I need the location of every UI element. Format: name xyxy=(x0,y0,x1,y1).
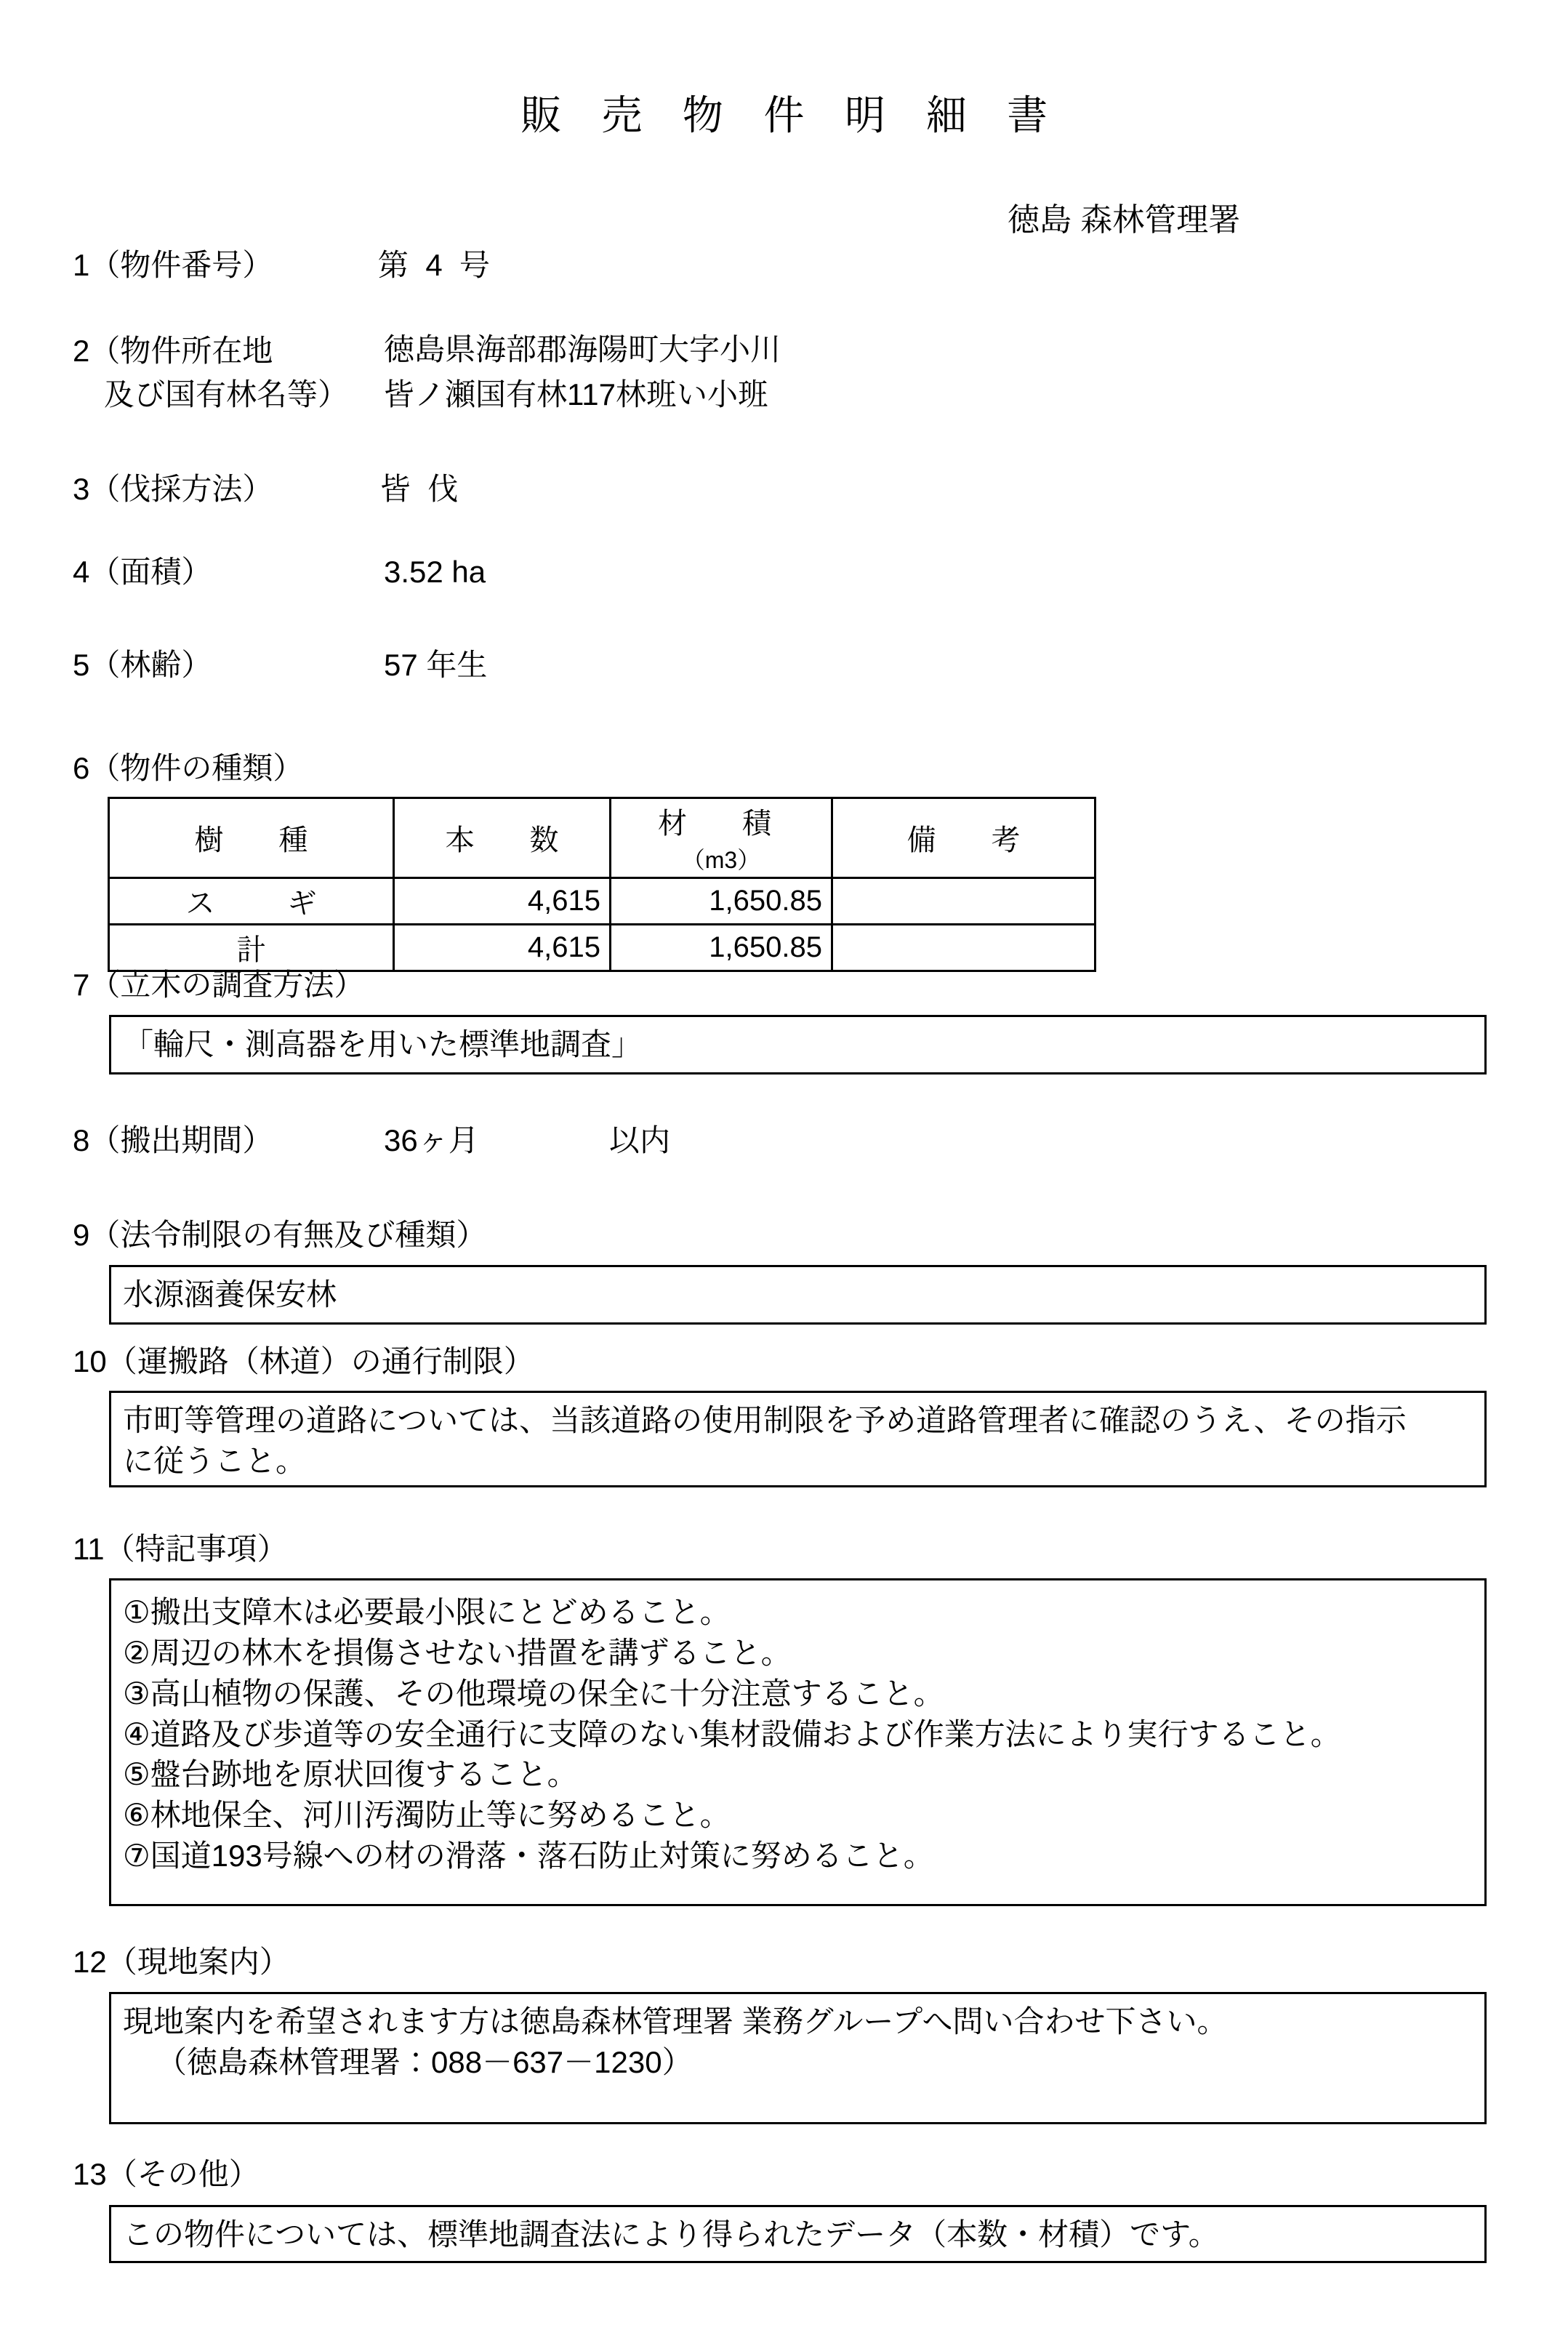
item-11-box xyxy=(109,1578,1487,1906)
species-table xyxy=(108,797,1096,972)
item-13-label: 13（その他） xyxy=(73,2157,260,2191)
item-1-value: 第 4 号 xyxy=(378,248,491,282)
note-item: ④道路及び歩道等の安全通行に支障のない集材設備および作業方法により実行すること。 xyxy=(123,1716,1341,1751)
item-13-value: この物件については、標準地調査法により得られたデータ（本数・材積）です。 xyxy=(123,2217,1219,2251)
column-header-kind: 樹 種 xyxy=(109,798,394,878)
item-6-label: 6（物件の種類） xyxy=(73,751,304,785)
issuing-office: 徳島 森林管理署 xyxy=(1008,202,1241,238)
item-3-label: 3（伐採方法） xyxy=(73,472,273,506)
note-item: ⑦国道193号線への材の滑落・落石防止対策に努めること。 xyxy=(123,1839,934,1873)
item-7-value: 「輪尺・測高器を用いた標準地調査」 xyxy=(123,1027,643,1061)
cell-count-total: 4,615 xyxy=(394,925,611,971)
item-12-box xyxy=(109,1992,1487,2124)
item-10-value-line1: 市町等管理の道路については、当該道路の使用制限を予め道路管理者に確認のうえ、その指示 xyxy=(123,1403,1407,1437)
column-header-volume xyxy=(611,798,832,878)
item-10-box xyxy=(109,1391,1487,1487)
item-3-value: 皆 伐 xyxy=(380,472,459,506)
item-7-label: 7（立木の調査方法） xyxy=(73,968,365,1002)
cell-kind: ス ギ xyxy=(109,878,394,925)
item-2-label-line2: 及び国有林名等） xyxy=(104,377,349,411)
column-header-count: 本 数 xyxy=(394,798,611,878)
cell-count: 4,615 xyxy=(394,878,611,925)
item-10-value-line2: に従うこと。 xyxy=(123,1443,307,1478)
page-title: 販 売 物 件 明 細 書 xyxy=(520,92,1063,138)
table-row xyxy=(109,878,1095,925)
item-12-value-line2: （徳島森林管理署：088－637－1230） xyxy=(156,2044,693,2079)
item-4-value: 3.52 ha xyxy=(384,555,486,589)
item-2-label-line1: 2（物件所在地 xyxy=(73,334,273,368)
item-2-value-line2: 皆ノ瀬国有林117林班い小班 xyxy=(384,377,768,411)
item-7-box xyxy=(109,1015,1487,1074)
column-header-volume-unit: （m3） xyxy=(681,847,761,873)
note-item: ⑤盤台跡地を原状回復すること。 xyxy=(123,1757,578,1792)
column-header-note: 備 考 xyxy=(832,798,1095,878)
item-10-label: 10（運搬路（林道）の通行制限） xyxy=(73,1344,534,1378)
item-2-value-line1: 徳島県海部郡海陽町大字小川 xyxy=(384,332,781,366)
item-5-label: 5（林齢） xyxy=(73,648,212,682)
cell-volume: 1,650.85 xyxy=(611,878,832,925)
cell-note xyxy=(832,878,1095,925)
note-item: ③高山植物の保護、その他環境の保全に十分注意すること。 xyxy=(123,1676,944,1711)
item-11-label: 11（特記事項） xyxy=(73,1532,288,1566)
cell-note-total xyxy=(832,925,1095,971)
item-8-value: 36ヶ月 xyxy=(384,1123,479,1157)
item-9-value: 水源涵養保安林 xyxy=(123,1277,337,1311)
item-12-label: 12（現地案内） xyxy=(73,1945,290,1979)
item-1-label: 1（物件番号） xyxy=(73,248,273,282)
note-item: ①搬出支障木は必要最小限にとどめること。 xyxy=(123,1595,731,1629)
item-4-label: 4（面積） xyxy=(73,555,212,589)
note-item: ②周辺の林木を損傷させない措置を講ずること。 xyxy=(123,1635,792,1670)
item-5-value: 57 年生 xyxy=(384,648,488,682)
table-header-row xyxy=(109,798,1095,878)
item-12-value-line1: 現地案内を希望されます方は徳島森林管理署 業務グループへ問い合わせ下さい。 xyxy=(123,2004,1228,2038)
table-row xyxy=(109,925,1095,971)
item-13-box xyxy=(109,2205,1487,2263)
item-8-label: 8（搬出期間） xyxy=(73,1123,273,1157)
note-item: ⑥林地保全、河川汚濁防止等に努めること。 xyxy=(123,1798,731,1833)
cell-kind-total: 計 xyxy=(109,925,394,971)
item-9-box xyxy=(109,1265,1487,1325)
column-header-volume-main: 材 積 xyxy=(658,808,784,840)
item-8-value-suffix: 以内 xyxy=(609,1123,671,1157)
cell-volume-total: 1,650.85 xyxy=(611,925,832,971)
item-9-label: 9（法令制限の有無及び種類） xyxy=(73,1218,487,1252)
